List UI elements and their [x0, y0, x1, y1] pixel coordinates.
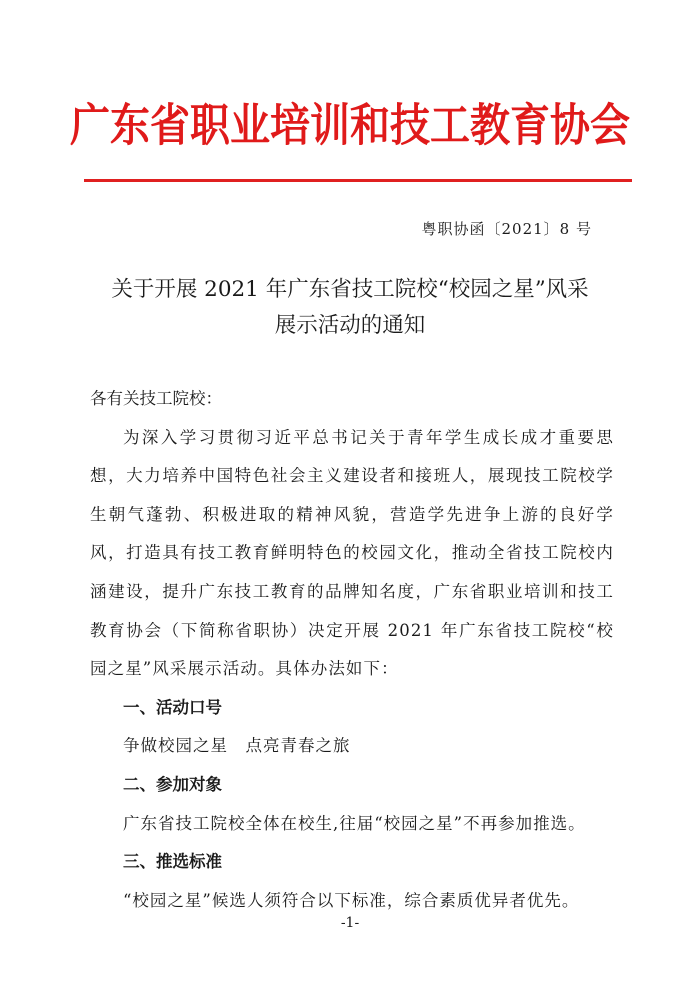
page-number: -1- [340, 915, 360, 931]
document-body [90, 380, 614, 920]
salutation: 各有关技工院校： [90, 389, 222, 408]
document-title [0, 272, 700, 344]
intro-paragraph: 为深入学习贯彻习近平总书记关于青年学生成长成才重要思想，大力培养中国特色社会主义建设者和接班人，展现技工院校学生朝气蓬勃、积极进取的精神风貌，营造学先进争上游的良好学风，打造具有技工教育鲜明特色的校园文化，推动全省技工院校内涵建设，提升广东技工教育的品牌知名度，广东省职业培训和技工教育协会（下简称省职协）决定开展 2021 年广东省技工院校“校园之星”风采展示活动。具体办法如下： [90, 427, 614, 679]
section-heading-slogan: 一、活动口号 [123, 697, 222, 717]
section-text-slogan: 争做校园之星 点亮青春之旅 [123, 736, 351, 756]
section-text-participants: 广东省技工院校全体在校生,往届“校园之星”不再参加推选。 [123, 813, 586, 833]
letterhead-org-name: 广东省职业培训和技工教育协会 [70, 100, 630, 152]
section-heading-participants: 二、参加对象 [123, 774, 222, 794]
letterhead-red-rule [84, 179, 632, 182]
section-heading-criteria: 三、推选标准 [123, 852, 222, 872]
document-number: 粤职协函〔2021〕8 号 [421, 220, 592, 238]
section-text-criteria: “校园之星”候选人须符合以下标准，综合素质优异者优先。 [123, 890, 580, 910]
document-title-line-1: 关于开展 2021 年广东省技工院校“校园之星”风采 [111, 277, 589, 302]
document-title-line-2: 展示活动的通知 [274, 313, 426, 338]
